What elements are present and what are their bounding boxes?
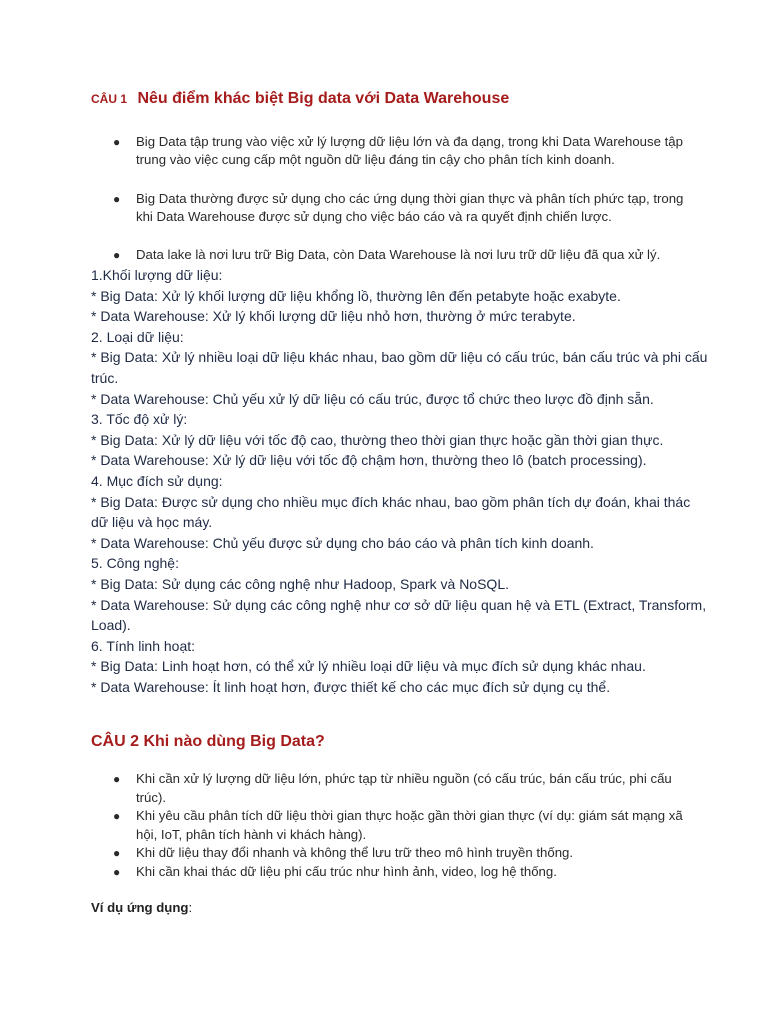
question-2-heading: CÂU 2 Khi nào dùng Big Data? — [91, 733, 325, 750]
question-2-bullet-list — [113, 770, 703, 881]
bullet-text: Khi cần khai thác dữ liệu phi cấu trúc như hình ảnh, video, log hệ thống. — [136, 863, 557, 879]
comparison-big-data: * Big Data: Linh hoạt hơn, có thể xử lý nhiều loại dữ liệu và mục đích sử dụng khác nhau. — [91, 658, 646, 675]
question-1-bullet-list-1 — [113, 133, 703, 169]
bullet-text: Big Data thường được sử dụng cho các ứng dụng thời gian thực và phân tích phức tạp, trong khi Data Warehouse được sử dụng cho việc báo cáo và ra quyết định chiến lược. — [136, 191, 684, 224]
comparison-heading: 3. Tốc độ xử lý: — [91, 411, 188, 428]
list-item — [113, 133, 703, 169]
example-applications-label — [91, 900, 192, 915]
comparison-data-warehouse: * Data Warehouse: Chủ yếu xử lý dữ liệu có cấu trúc, được tổ chức theo lược đồ định sẵn. — [91, 390, 654, 407]
comparison-big-data: * Big Data: Được sử dụng cho nhiều mục đích khác nhau, bao gồm phân tích dự đoán, khai thác dữ liệu và học máy. — [91, 493, 691, 531]
comparison-data-warehouse: * Data Warehouse: Sử dụng các công nghệ như cơ sở dữ liệu quan hệ và ETL (Extract, Transform, Load). — [91, 596, 707, 634]
bullet-text: Khi dữ liệu thay đổi nhanh và không thể lưu trữ theo mô hình truyền thống. — [136, 845, 574, 860]
bullet-text: Khi cần xử lý lượng dữ liệu lớn, phức tạp từ nhiều nguồn (có cấu trúc, bán cấu trúc, phi cấu trúc). — [136, 771, 672, 805]
comparison-big-data: * Big Data: Xử lý nhiều loại dữ liệu khác nhau, bao gồm dữ liệu có cấu trúc, bán cấu trúc và phi cấu trúc. — [91, 349, 708, 386]
comparison-big-data: * Big Data: Xử lý dữ liệu với tốc độ cao, thường theo thời gian thực hoặc gần thời gian thực. — [91, 431, 664, 448]
question-1-bullet-list-3 — [113, 246, 703, 264]
list-item — [113, 807, 703, 844]
comparison-data-warehouse: * Data Warehouse: Ít linh hoạt hơn, được thiết kế cho các mục đích sử dụng cụ thể. — [91, 678, 611, 695]
question-1-bullet-list-2 — [113, 190, 703, 226]
bullet-text: Data lake là nơi lưu trữ Big Data, còn Data Warehouse là nơi lưu trữ dữ liệu đã qua xử lý. — [136, 247, 661, 262]
comparison-data-warehouse: * Data Warehouse: Chủ yếu được sử dụng cho báo cáo và phân tích kinh doanh. — [91, 534, 594, 551]
comparison-big-data: * Big Data: Xử lý khối lượng dữ liệu khổng lồ, thường lên đến petabyte hoặc exabyte. — [91, 287, 621, 304]
comparison-heading: 4. Mục đích sử dụng: — [91, 472, 223, 489]
question-1-label: CÂU 1 — [91, 92, 128, 106]
comparison-heading: 1.Khối lượng dữ liệu: — [91, 267, 223, 283]
bullet-icon: ● — [113, 192, 121, 206]
list-item — [113, 863, 703, 882]
comparison-heading: 5. Công nghệ: — [91, 555, 179, 572]
list-item — [113, 190, 703, 226]
comparison-data-warehouse: * Data Warehouse: Xử lý khối lượng dữ liệu nhỏ hơn, thường ở mức terabyte. — [91, 308, 576, 325]
bullet-text: Khi yêu cầu phân tích dữ liệu thời gian thực hoặc gần thời gian thực (ví dụ: giám sát mạng xã hội, IoT, phân tích hành vi khách hàng). — [136, 808, 683, 842]
question-1-title: Nêu điểm khác biệt Big data với Data Warehouse — [137, 90, 510, 107]
comparison-section — [91, 265, 711, 697]
list-item — [113, 246, 703, 264]
question-1-heading — [91, 90, 509, 108]
example-label-colon: : — [188, 900, 193, 915]
list-item — [113, 770, 703, 807]
bullet-icon: ● — [113, 772, 121, 786]
comparison-big-data: * Big Data: Sử dụng các công nghệ như Hadoop, Spark và NoSQL. — [91, 575, 509, 592]
bullet-icon: ● — [113, 864, 121, 879]
list-item — [113, 844, 703, 863]
bullet-icon: ● — [113, 135, 121, 149]
comparison-data-warehouse: * Data Warehouse: Xử lý dữ liệu với tốc độ chậm hơn, thường theo lô (batch processing). — [91, 452, 647, 469]
comparison-heading: 6. Tính linh hoạt: — [91, 637, 196, 654]
example-label-text: Ví dụ ứng dụng — [91, 900, 189, 915]
bullet-icon: ● — [113, 248, 121, 262]
bullet-icon: ● — [113, 809, 121, 823]
comparison-heading: 2. Loại dữ liệu: — [91, 328, 184, 345]
bullet-text: Big Data tập trung vào việc xử lý lượng dữ liệu lớn và đa dạng, trong khi Data Warehouse tập trung vào việc cung cấp một nguồn dữ liệu đáng tin cậy cho phân tích kinh doanh. — [136, 134, 683, 167]
bullet-icon: ● — [113, 846, 121, 860]
